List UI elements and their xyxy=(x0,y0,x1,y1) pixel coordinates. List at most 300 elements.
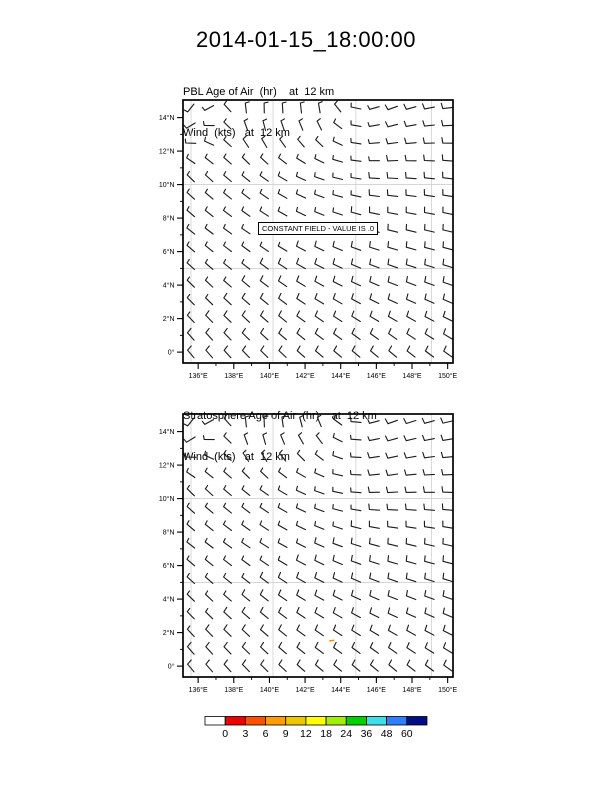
wind-barb xyxy=(388,277,397,286)
wind-barb xyxy=(425,294,434,303)
wind-barb xyxy=(184,437,195,442)
wind-barb xyxy=(297,590,306,600)
lat-tick-label: 10°N xyxy=(158,495,175,503)
colorbar-cell xyxy=(346,717,366,726)
wind-barb xyxy=(296,207,305,215)
wind-barb xyxy=(279,607,287,618)
wind-barb xyxy=(281,119,285,130)
wind-barb xyxy=(405,155,416,161)
colorbar-cell xyxy=(407,717,427,726)
colorbar-label: 36 xyxy=(360,728,373,740)
wind-barb xyxy=(407,625,416,635)
wind-barb xyxy=(242,276,250,287)
wind-barb xyxy=(389,329,397,340)
wind-barb xyxy=(368,487,379,492)
wind-barb xyxy=(297,276,306,286)
wind-barb xyxy=(422,418,434,423)
wind-barb xyxy=(406,591,415,600)
wind-barb xyxy=(261,311,269,322)
lat-tick-label: 0° xyxy=(167,349,175,357)
wind-barb xyxy=(296,504,305,512)
wind-barb xyxy=(405,487,416,492)
wind-barb xyxy=(333,241,342,250)
wind-barb xyxy=(205,538,213,548)
colorbar-cell xyxy=(326,717,346,726)
wind-barb xyxy=(333,155,343,162)
wind-barb xyxy=(279,328,287,339)
mask-right xyxy=(454,94,484,369)
wind-barb xyxy=(424,190,434,197)
wind-barb xyxy=(424,504,435,510)
wind-barb xyxy=(205,189,213,199)
wind-barb xyxy=(315,259,324,269)
wind-barb xyxy=(224,574,232,584)
wind-barb xyxy=(242,328,249,340)
wind-barb xyxy=(224,101,231,112)
colorbar-cell xyxy=(245,717,265,726)
wind-barb xyxy=(334,311,342,322)
wind-barb xyxy=(260,189,268,198)
wind-barb xyxy=(406,277,415,286)
wind-barb xyxy=(224,521,232,531)
wind-barb xyxy=(244,119,247,130)
wind-barb xyxy=(279,642,287,653)
wind-barb xyxy=(424,172,434,179)
wind-barb xyxy=(242,172,250,182)
wind-barb xyxy=(333,487,343,493)
wind-barb xyxy=(404,104,416,109)
wind-barb xyxy=(278,190,287,199)
wind-barb xyxy=(224,311,231,323)
wind-barb xyxy=(369,157,380,161)
wind-barb xyxy=(297,241,306,251)
wind-barb xyxy=(224,450,231,460)
wind-barb xyxy=(224,660,231,672)
wind-barb xyxy=(224,172,232,182)
wind-barb xyxy=(317,415,321,426)
wind-barb xyxy=(245,102,249,113)
wind-barb xyxy=(404,121,416,126)
wind-barb xyxy=(224,539,232,548)
wind-barb xyxy=(224,607,231,618)
wind-barb xyxy=(261,346,268,358)
wind-barb xyxy=(386,436,398,441)
wind-barb xyxy=(260,521,268,530)
wind-barb xyxy=(224,415,231,426)
wind-barb xyxy=(279,468,287,478)
wind-barb xyxy=(279,154,287,164)
wind-barb xyxy=(443,591,452,600)
wind-barb xyxy=(224,346,231,358)
wind-barb xyxy=(333,522,343,529)
lon-tick-label: 150°E xyxy=(438,687,458,694)
colorbar-cell xyxy=(366,717,386,726)
wind-barb xyxy=(224,260,232,270)
wind-barb xyxy=(204,122,215,126)
wind-barb xyxy=(319,102,323,113)
wind-barb xyxy=(406,556,416,564)
wind-barb xyxy=(205,521,213,531)
wind-barb xyxy=(388,224,398,232)
wind-barb xyxy=(335,101,341,112)
wind-barb xyxy=(407,294,416,303)
wind-barb xyxy=(242,574,250,584)
wind-barb xyxy=(299,433,304,444)
wind-barb xyxy=(425,591,434,600)
wind-barb xyxy=(425,608,434,617)
lat-tick-label: 4°N xyxy=(162,596,175,604)
wind-barb xyxy=(443,224,453,232)
wind-barb xyxy=(334,329,342,340)
wind-barb xyxy=(242,590,250,601)
wind-barb xyxy=(368,123,379,127)
wind-barb xyxy=(279,590,287,601)
wind-barb xyxy=(369,173,380,179)
wind-barb xyxy=(370,276,379,285)
mask-left xyxy=(152,408,182,683)
wind-barb xyxy=(443,172,453,179)
colorbar-label: 18 xyxy=(320,728,332,740)
wind-barb xyxy=(443,538,453,546)
wind-barb xyxy=(205,451,214,459)
lon-tick-label: 138°E xyxy=(224,687,244,694)
wind-barb xyxy=(404,453,416,458)
wind-barb xyxy=(297,468,306,477)
wind-barb xyxy=(386,470,398,475)
lon-tick-label: 148°E xyxy=(402,687,422,694)
wind-barb xyxy=(407,346,415,357)
wind-barb xyxy=(388,294,397,304)
lon-tick-label: 136°E xyxy=(188,373,208,380)
wind-barb xyxy=(278,242,287,251)
wind-barb xyxy=(224,433,231,443)
wind-barb xyxy=(443,521,453,528)
wind-barb xyxy=(297,608,305,619)
wind-barb xyxy=(299,119,303,130)
wind-barb xyxy=(370,242,380,251)
colored-age-mark xyxy=(329,640,334,641)
wind-barb xyxy=(333,434,342,442)
wind-barb xyxy=(405,470,417,475)
main-title: 2014-01-15_18:00:00 xyxy=(196,27,416,52)
lon-tick-label: 136°E xyxy=(188,687,208,694)
wind-barb xyxy=(443,573,453,581)
wind-barb xyxy=(388,242,398,250)
wind-barb xyxy=(224,328,231,340)
wind-barb xyxy=(205,224,213,234)
wind-barb xyxy=(425,573,435,581)
wind-barb xyxy=(406,190,416,197)
wind-barb xyxy=(443,190,453,197)
wind-barb xyxy=(224,293,231,304)
wind-barb xyxy=(387,504,398,510)
lat-tick-label: 2°N xyxy=(162,630,175,638)
wind-barb xyxy=(242,625,249,637)
wind-barb xyxy=(316,136,323,146)
wind-barb xyxy=(317,119,321,130)
wind-barb xyxy=(242,521,250,530)
wind-barb xyxy=(261,154,268,164)
map-panel xyxy=(152,408,484,694)
wind-barb xyxy=(298,136,305,147)
wind-barb xyxy=(442,138,453,144)
wind-barb xyxy=(242,311,249,323)
colorbar-label: 48 xyxy=(380,728,393,740)
wind-barb xyxy=(224,556,232,566)
wind-barb xyxy=(315,608,324,618)
wind-barb xyxy=(333,137,342,145)
wind-barb xyxy=(243,450,249,461)
lon-tick-label: 150°E xyxy=(438,373,458,380)
wind-barb xyxy=(260,486,268,495)
wind-barb xyxy=(315,469,324,477)
wind-barb xyxy=(316,660,324,671)
wind-barb xyxy=(370,625,379,635)
wind-barb xyxy=(444,346,452,357)
wind-barb xyxy=(315,190,324,197)
wind-barb xyxy=(443,625,452,635)
wind-barb xyxy=(387,173,398,179)
colorbar-label: 6 xyxy=(262,728,269,740)
wind-barb xyxy=(260,590,268,601)
wind-barb xyxy=(371,346,379,357)
lon-tick-label: 142°E xyxy=(295,373,315,380)
wind-barb xyxy=(333,208,343,215)
wind-barb xyxy=(442,504,452,510)
lon-tick-label: 140°E xyxy=(259,373,280,380)
wind-barb xyxy=(296,172,305,180)
colorbar-cell xyxy=(387,717,407,726)
wind-barb xyxy=(333,555,342,564)
wind-barb xyxy=(278,486,287,495)
wind-barb xyxy=(279,276,287,287)
wind-barb xyxy=(386,122,398,127)
wind-barb xyxy=(333,505,343,512)
wind-barb xyxy=(371,660,379,671)
wind-barb xyxy=(224,486,232,496)
wind-barb xyxy=(425,259,435,267)
wind-barb xyxy=(370,311,379,321)
wind-barb xyxy=(333,608,342,618)
wind-barb xyxy=(423,121,435,126)
wind-barb xyxy=(315,538,324,547)
wind-barb xyxy=(370,538,380,546)
lon-tick-label: 144°E xyxy=(331,687,351,694)
wind-barb xyxy=(407,608,416,617)
mask-left xyxy=(152,94,182,369)
wind-barb xyxy=(334,643,342,654)
wind-barb xyxy=(423,104,435,109)
wind-barb xyxy=(224,591,232,601)
wind-barb xyxy=(388,608,397,618)
wind-barb xyxy=(205,556,213,566)
wind-barb xyxy=(370,329,378,340)
wind-barb xyxy=(184,104,194,112)
wind-barb xyxy=(333,452,343,459)
wind-barb xyxy=(297,154,306,163)
colorbar-cell xyxy=(266,717,286,726)
wind-barb xyxy=(280,136,286,147)
wind-barb xyxy=(206,295,213,305)
wind-barb xyxy=(224,625,231,637)
wind-barb xyxy=(242,260,250,270)
wind-barb xyxy=(389,660,397,671)
colorbar-cell xyxy=(286,717,306,726)
colorbar-cell xyxy=(205,717,225,726)
wind-barb xyxy=(388,207,398,214)
lat-tick-label: 4°N xyxy=(162,282,175,290)
wind-barb-field xyxy=(184,415,453,672)
panel2-subtitle-line2: Wind (kts) at 12 km xyxy=(183,450,290,463)
wind-barb xyxy=(406,573,416,582)
constant-field-annotation: CONSTANT FIELD - VALUE IS .0 xyxy=(258,222,378,235)
wind-barb xyxy=(370,259,379,268)
wind-barb xyxy=(388,573,398,582)
wind-barb xyxy=(388,625,397,635)
wind-barb xyxy=(385,419,397,424)
lat-tick-label: 8°N xyxy=(162,215,175,223)
lon-tick-label: 146°E xyxy=(366,373,386,380)
wind-barb xyxy=(425,277,434,286)
wind-barb xyxy=(333,294,342,304)
wind-barb xyxy=(279,625,287,636)
wind-barb xyxy=(442,155,453,161)
wind-barb xyxy=(242,607,250,618)
wind-barb xyxy=(224,207,232,217)
wind-barb xyxy=(224,642,231,654)
wind-barb xyxy=(315,311,323,322)
wind-barb xyxy=(224,119,231,129)
wind-barb xyxy=(297,660,305,671)
wind-barb xyxy=(242,346,249,358)
colorbar xyxy=(205,717,427,741)
wind-barb xyxy=(334,660,342,671)
wind-barb xyxy=(368,453,380,458)
wind-barb xyxy=(242,486,250,496)
wind-barb xyxy=(242,468,249,478)
wind-barb xyxy=(406,538,416,546)
wind-barb xyxy=(185,139,196,143)
wind-barb xyxy=(441,452,452,457)
wind-barb xyxy=(205,154,213,164)
wind-barb xyxy=(205,172,213,182)
wind-barb xyxy=(245,416,249,427)
wind-barb xyxy=(202,420,213,425)
wind-barb xyxy=(278,539,287,548)
wind-barb xyxy=(262,450,267,461)
lon-tick-label: 140°E xyxy=(259,687,280,694)
wind-barb xyxy=(260,276,268,287)
wind-barb xyxy=(297,625,305,636)
wind-barb xyxy=(315,173,324,180)
wind-barb xyxy=(444,329,453,339)
wind-barb xyxy=(315,208,324,216)
wind-barb xyxy=(423,470,434,475)
wind-barb xyxy=(334,416,342,426)
wind-barb xyxy=(370,294,379,304)
wind-barb xyxy=(387,156,398,161)
wind-barb xyxy=(315,155,324,163)
wind-barb xyxy=(260,572,268,583)
wind-barb xyxy=(387,190,397,197)
wind-barb xyxy=(333,259,342,269)
wind-barb xyxy=(244,433,247,444)
wind-barb xyxy=(206,660,213,672)
wind-barb xyxy=(406,207,416,214)
wind-barb xyxy=(334,119,342,129)
wind-barb xyxy=(386,453,398,458)
wind-barb xyxy=(444,643,453,653)
wind-barb xyxy=(261,642,268,653)
wind-barb xyxy=(385,105,397,110)
wind-barb xyxy=(260,172,268,181)
wind-barb xyxy=(425,625,434,635)
wind-barb xyxy=(260,503,268,512)
wind-barb xyxy=(406,224,416,232)
wind-barb xyxy=(263,119,267,130)
wind-barb xyxy=(206,277,213,287)
wind-barb xyxy=(369,190,379,197)
wind-barb xyxy=(242,539,250,548)
wind-barb xyxy=(333,470,343,476)
colorbar-label: 60 xyxy=(400,728,413,740)
wind-barb xyxy=(424,487,435,493)
wind-barb xyxy=(242,242,250,252)
colorbar-label: 12 xyxy=(300,728,312,740)
wind-barb xyxy=(315,573,324,583)
wind-barb xyxy=(406,259,416,268)
wind-barb xyxy=(206,328,213,340)
wind-barb xyxy=(333,173,343,179)
wind-barb xyxy=(368,420,379,424)
wind-barb xyxy=(243,136,249,147)
lon-tick-label: 146°E xyxy=(366,687,386,694)
wind-barb xyxy=(388,538,398,546)
wind-barb xyxy=(264,416,268,427)
wind-barb xyxy=(368,106,379,110)
wind-barb xyxy=(260,539,269,548)
wind-barb xyxy=(370,608,379,618)
wind-barb xyxy=(282,102,286,113)
wind-barb xyxy=(242,556,250,566)
wind-barb xyxy=(443,259,453,267)
wind-barb xyxy=(300,102,304,113)
wind-barb xyxy=(279,311,287,322)
lat-tick-label: 10°N xyxy=(158,181,175,189)
wind-barb xyxy=(315,329,323,340)
wind-barb xyxy=(206,346,213,358)
wind-barb xyxy=(296,521,305,529)
wind-barb xyxy=(425,643,434,653)
wind-barb xyxy=(315,555,324,565)
wind-barb xyxy=(407,660,415,671)
wind-barb xyxy=(370,590,379,599)
wind-barb xyxy=(263,433,267,444)
wind-barb xyxy=(242,207,250,216)
wind-barb xyxy=(279,293,287,304)
lon-tick-label: 138°E xyxy=(224,373,244,380)
wind-barb xyxy=(388,591,397,600)
wind-barb xyxy=(242,154,249,164)
wind-barb xyxy=(407,311,416,321)
wind-barb xyxy=(315,487,324,494)
wind-barb xyxy=(224,189,232,199)
wind-barb xyxy=(444,660,452,671)
mask-right xyxy=(454,408,484,683)
wind-barb xyxy=(370,643,378,654)
lon-tick-label: 148°E xyxy=(402,373,422,380)
wind-barb xyxy=(224,154,232,164)
